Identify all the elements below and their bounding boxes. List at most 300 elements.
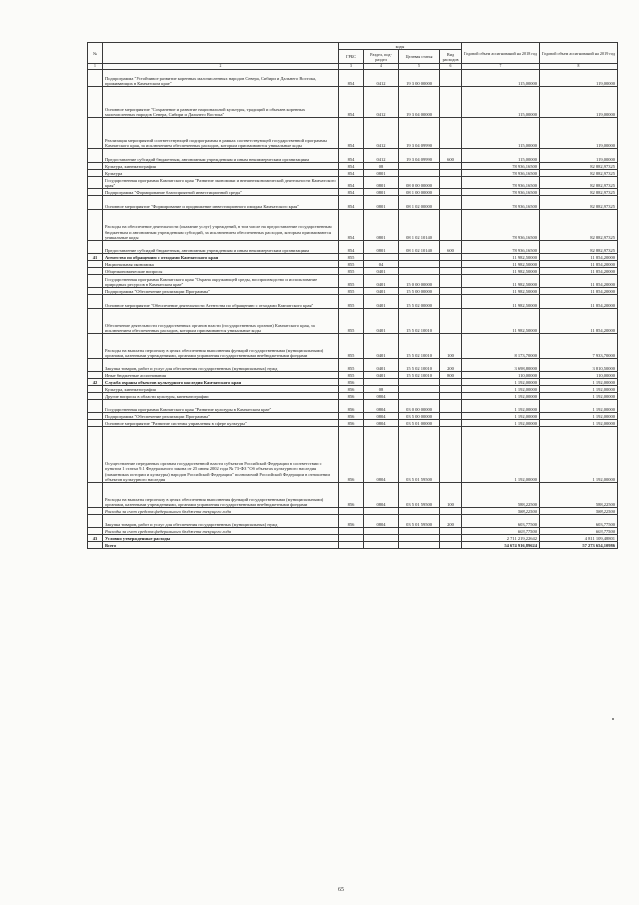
row-number-cell [88, 400, 103, 413]
header-number: № [88, 43, 103, 64]
row-section-cell: 0801 [364, 196, 399, 210]
table-header [88, 43, 618, 70]
row-grbs-cell: 856 [339, 420, 364, 427]
row-number-cell [88, 372, 103, 379]
header-section: Раздел, под-раздел [364, 50, 399, 64]
table-row [88, 268, 618, 275]
table-row [88, 420, 618, 427]
row-target-item-cell: 15 5 02 10010 [399, 334, 440, 359]
row-number-cell [88, 163, 103, 170]
table-row [88, 254, 618, 261]
row-amount-2018-cell: 588,22500 [462, 483, 540, 508]
row-amount-2018-cell: 8 173,70000 [462, 334, 540, 359]
row-amount-2019-cell: 82 882,97325 [540, 241, 618, 254]
row-amount-2018-cell: 11 982,50000 [462, 295, 540, 309]
row-target-item-cell [399, 542, 440, 549]
row-target-item-cell: 08 0 00 00000 [399, 177, 440, 189]
row-grbs-cell: 855 [339, 275, 364, 288]
row-section-cell: 04 [364, 261, 399, 268]
table-row [88, 400, 618, 413]
table-row [88, 87, 618, 118]
row-section-cell: 0804 [364, 483, 399, 508]
row-section-cell [364, 379, 399, 386]
row-grbs-cell: 854 [339, 210, 364, 241]
row-target-item-cell: 03 5 01 00000 [399, 420, 440, 427]
row-grbs-cell: 854 [339, 87, 364, 118]
row-expense-type-cell [440, 535, 462, 542]
row-number-cell [88, 483, 103, 508]
row-target-item-cell [399, 261, 440, 268]
row-grbs-cell: 856 [339, 400, 364, 413]
row-target-item-cell: 03 0 00 00000 [399, 400, 440, 413]
row-section-cell: 0401 [364, 372, 399, 379]
row-amount-2018-cell: 11 982,50000 [462, 268, 540, 275]
row-amount-2018-cell: 1 192,00000 [462, 420, 540, 427]
row-name-cell: Осуществление переданных органам государственной власти субъектов Российской Федерации в соответствии с пунктом 1 статьи 9.1 Федерального закона от 25 июня 2002 года № 73-ФЗ "Об объектах культурного наследия (памятниках истории и культуры) народов Российской Федерации" полномочий Российской Федерации в отношении объектов культурного наследия [103, 427, 339, 483]
row-number-cell [88, 275, 103, 288]
table-row [88, 163, 618, 170]
row-target-item-cell: 08 1 00 00000 [399, 189, 440, 196]
column-number: 4 [364, 64, 399, 70]
row-target-item-cell [399, 170, 440, 177]
row-grbs-cell: 855 [339, 309, 364, 334]
column-number: 6 [440, 64, 462, 70]
row-name-cell: Расходы на обеспечение деятельности (оказание услуг) учреждений, в том числе на предоставление государственным бюджетным и автономным учреждениям субсидий, за исключением обеспеченных расходов, которым присваиваются уникальные коды [103, 210, 339, 241]
table-row [88, 379, 618, 386]
row-grbs-cell [339, 528, 364, 535]
row-expense-type-cell: 100 [440, 483, 462, 508]
table-row [88, 189, 618, 196]
row-expense-type-cell [440, 268, 462, 275]
row-grbs-cell: 854 [339, 149, 364, 163]
column-number: 3 [339, 64, 364, 70]
row-amount-2019-cell: 11 854,20000 [540, 261, 618, 268]
row-expense-type-cell [440, 170, 462, 177]
header-expense-type: Вид расходов [440, 50, 462, 64]
row-grbs-cell [339, 542, 364, 549]
row-amount-2018-cell: 115,00000 [462, 87, 540, 118]
table-row [88, 295, 618, 309]
row-section-cell [364, 254, 399, 261]
row-target-item-cell [399, 268, 440, 275]
row-number-cell [88, 261, 103, 268]
row-expense-type-cell [440, 508, 462, 515]
row-expense-type-cell [440, 275, 462, 288]
row-name-cell: Закупка товаров, работ и услуг для обеспечения государственных (муниципальных) нужд [103, 515, 339, 528]
row-amount-2019-cell: 82 882,97325 [540, 177, 618, 189]
row-section-cell: 0412 [364, 70, 399, 87]
row-target-item-cell: 03 5 00 00000 [399, 413, 440, 420]
row-grbs-cell: 855 [339, 261, 364, 268]
row-expense-type-cell [440, 542, 462, 549]
row-amount-2019-cell: 119,00000 [540, 87, 618, 118]
row-amount-2019-cell: 1 192,00000 [540, 420, 618, 427]
row-name-cell: Подпрограмма "Формирование благоприятной инвестиционной среды" [103, 189, 339, 196]
row-section-cell: 0801 [364, 189, 399, 196]
table-row [88, 241, 618, 254]
row-amount-2019-cell: 1 192,00000 [540, 393, 618, 400]
row-expense-type-cell [440, 177, 462, 189]
row-amount-2019-cell: 1 192,00000 [540, 386, 618, 393]
row-section-cell: 0804 [364, 413, 399, 420]
row-target-item-cell: 19 3 04 09990 [399, 118, 440, 149]
row-grbs-cell: 854 [339, 170, 364, 177]
row-name-cell: Основное мероприятие "Обеспечение деятельности Агентства по обращению с отходами Камчатского края" [103, 295, 339, 309]
row-target-item-cell: 15 0 00 00000 [399, 275, 440, 288]
row-name-cell: Культура, кинематография [103, 386, 339, 393]
row-grbs-cell: 855 [339, 268, 364, 275]
row-name-cell: Национальная экономика [103, 261, 339, 268]
row-expense-type-cell [440, 379, 462, 386]
row-number-cell [88, 196, 103, 210]
table-row [88, 386, 618, 393]
row-amount-2019-cell: 82 882,97325 [540, 170, 618, 177]
budget-table [87, 42, 618, 549]
row-amount-2018-cell: 603,77500 [462, 528, 540, 535]
row-section-cell: 08 [364, 163, 399, 170]
table-row [88, 359, 618, 372]
row-target-item-cell [399, 163, 440, 170]
table-body [88, 70, 618, 549]
row-target-item-cell: 15 5 00 00000 [399, 288, 440, 295]
row-grbs-cell: 856 [339, 483, 364, 508]
row-section-cell [364, 508, 399, 515]
row-amount-2018-cell: 1 192,00000 [462, 393, 540, 400]
row-amount-2019-cell: 4 811 109,48801 [540, 535, 618, 542]
header-grbs: ГРБС [339, 50, 364, 64]
row-grbs-cell: 854 [339, 189, 364, 196]
table-row [88, 309, 618, 334]
row-amount-2018-cell: 78 936,16500 [462, 210, 540, 241]
row-amount-2019-cell: 11 854,20000 [540, 309, 618, 334]
row-amount-2019-cell: 588,22500 [540, 508, 618, 515]
table-row [88, 372, 618, 379]
row-number-cell [88, 309, 103, 334]
row-target-item-cell [399, 254, 440, 261]
row-number-cell [88, 177, 103, 189]
row-target-item-cell: 08 1 02 10140 [399, 210, 440, 241]
row-name-cell: Расходы за счет средств федерального бюджета текущего года [103, 508, 339, 515]
row-grbs-cell [339, 535, 364, 542]
row-number-cell [88, 288, 103, 295]
row-amount-2018-cell: 78 936,16500 [462, 177, 540, 189]
row-number-cell [88, 508, 103, 515]
row-amount-2018-cell: 78 936,16500 [462, 189, 540, 196]
row-amount-2018-cell: 78 936,16500 [462, 241, 540, 254]
row-amount-2019-cell: 82 882,97325 [540, 196, 618, 210]
row-amount-2018-cell: 1 192,00000 [462, 386, 540, 393]
row-amount-2018-cell: 11 982,50000 [462, 275, 540, 288]
row-number-cell [88, 241, 103, 254]
row-expense-type-cell: 800 [440, 372, 462, 379]
row-amount-2018-cell: 11 982,50000 [462, 261, 540, 268]
row-number-cell [88, 413, 103, 420]
row-amount-2019-cell: 11 854,20000 [540, 254, 618, 261]
row-section-cell: 08 [364, 386, 399, 393]
row-number-cell [88, 515, 103, 528]
row-name-cell: Государственная программа Камчатского края "Развитие экономики и внешнеэкономической деятельности Камчатского края" [103, 177, 339, 189]
row-name-cell: Общеэкономические вопросы [103, 268, 339, 275]
row-amount-2019-cell: 119,00000 [540, 149, 618, 163]
row-amount-2018-cell: 115,00000 [462, 149, 540, 163]
row-target-item-cell: 03 5 01 59500 [399, 483, 440, 508]
row-name-cell: Государственная программа Камчатского края "Развитие культуры в Камчатском крае" [103, 400, 339, 413]
row-number-cell [88, 170, 103, 177]
row-number-cell [88, 359, 103, 372]
table-row [88, 177, 618, 189]
row-expense-type-cell [440, 196, 462, 210]
row-expense-type-cell [440, 254, 462, 261]
row-number-cell: 42 [88, 379, 103, 386]
row-target-item-cell: 19 3 04 09990 [399, 149, 440, 163]
header-allocation-2018: Годовой объем ассигнований на 2018 год [462, 43, 540, 64]
header-name [103, 43, 339, 64]
row-expense-type-cell: 600 [440, 241, 462, 254]
row-number-cell [88, 542, 103, 549]
table-row [88, 535, 618, 542]
row-number-cell [88, 420, 103, 427]
row-grbs-cell: 856 [339, 393, 364, 400]
row-amount-2019-cell: 11 854,20000 [540, 268, 618, 275]
row-section-cell: 0804 [364, 393, 399, 400]
table-row [88, 427, 618, 483]
row-grbs-cell: 855 [339, 372, 364, 379]
row-target-item-cell [399, 528, 440, 535]
row-name-cell: Подпрограмма "Обеспечение реализации Программы" [103, 288, 339, 295]
row-expense-type-cell [440, 295, 462, 309]
row-section-cell: 0401 [364, 309, 399, 334]
row-amount-2019-cell: 1 192,00000 [540, 400, 618, 413]
row-grbs-cell: 856 [339, 379, 364, 386]
row-amount-2019-cell: 11 854,20000 [540, 275, 618, 288]
row-section-cell [364, 535, 399, 542]
row-number-cell [88, 295, 103, 309]
row-name-cell: Предоставление субсидий бюджетным, автономным учреждениям и иным некоммерческим организациям [103, 241, 339, 254]
row-number-cell [88, 334, 103, 359]
row-grbs-cell: 856 [339, 515, 364, 528]
row-target-item-cell: 15 5 02 00000 [399, 295, 440, 309]
page-number: 65 [338, 887, 344, 893]
row-target-item-cell [399, 508, 440, 515]
row-amount-2019-cell: 119,00000 [540, 70, 618, 87]
row-amount-2018-cell: 78 936,16500 [462, 163, 540, 170]
row-number-cell: 41 [88, 254, 103, 261]
scan-speck [612, 718, 614, 720]
row-expense-type-cell [440, 309, 462, 334]
column-number: 2 [103, 64, 339, 70]
row-target-item-cell [399, 393, 440, 400]
row-name-cell: Агентство по обращению с отходами Камчатского края [103, 254, 339, 261]
row-number-cell [88, 118, 103, 149]
table-row [88, 542, 618, 549]
row-amount-2018-cell: 78 936,16500 [462, 196, 540, 210]
row-amount-2019-cell: 82 882,97325 [540, 210, 618, 241]
row-name-cell: Закупка товаров, работ и услуг для обеспечения государственных (муниципальных) нужд [103, 359, 339, 372]
row-section-cell: 0801 [364, 170, 399, 177]
row-name-cell: Подпрограмма "Устойчивое развитие коренных малочисленных народов Севера, Сибири и Дальнего Востока, проживающих в Камчатском крае" [103, 70, 339, 87]
row-section-cell: 0401 [364, 275, 399, 288]
row-amount-2019-cell: 1 192,00000 [540, 379, 618, 386]
row-grbs-cell: 855 [339, 254, 364, 261]
row-section-cell: 0801 [364, 241, 399, 254]
row-grbs-cell: 855 [339, 288, 364, 295]
row-expense-type-cell [440, 70, 462, 87]
row-amount-2019-cell: 603,77500 [540, 515, 618, 528]
header-target-item: Целевая статья [399, 50, 440, 64]
row-section-cell: 0401 [364, 295, 399, 309]
row-amount-2019-cell: 7 933,70000 [540, 334, 618, 359]
table-row [88, 288, 618, 295]
row-section-cell: 0804 [364, 420, 399, 427]
table-row [88, 413, 618, 420]
row-number-cell [88, 268, 103, 275]
table-row [88, 528, 618, 535]
row-expense-type-cell: 200 [440, 515, 462, 528]
row-name-cell: Обеспечение деятельности государственных органов власти (государственных органов) Камчатского края, за исключением обеспеченных расходов, которым присваиваются уникальные коды [103, 309, 339, 334]
row-name-cell: Основное мероприятие "Сохранение и развитие национальной культуры, традиций и обычаев коренных малочисленных народов Севера, Сибири и Дальнего Востока" [103, 87, 339, 118]
row-amount-2018-cell: 115,00000 [462, 70, 540, 87]
row-name-cell: Культура, кинематография [103, 163, 339, 170]
row-name-cell: Всего [103, 542, 339, 549]
row-target-item-cell: 15 5 02 10010 [399, 359, 440, 372]
table-row [88, 334, 618, 359]
row-amount-2019-cell: 57 273 654,10986 [540, 542, 618, 549]
row-grbs-cell: 854 [339, 241, 364, 254]
row-expense-type-cell [440, 420, 462, 427]
row-expense-type-cell [440, 189, 462, 196]
row-amount-2019-cell: 3 810,50000 [540, 359, 618, 372]
row-target-item-cell [399, 379, 440, 386]
column-number: 8 [540, 64, 618, 70]
table-row [88, 393, 618, 400]
row-grbs-cell: 854 [339, 70, 364, 87]
row-amount-2019-cell: 1 192,00000 [540, 427, 618, 483]
column-number: 1 [88, 64, 103, 70]
row-grbs-cell: 856 [339, 427, 364, 483]
row-name-cell: Реализация мероприятий соответствующей подпрограммы в рамках соответствующей государственной программы Камчатского края, за исключением обеспеченных расходов, которым присваиваются уникальные коды [103, 118, 339, 149]
row-grbs-cell: 854 [339, 163, 364, 170]
table-row [88, 275, 618, 288]
row-amount-2019-cell: 82 882,97325 [540, 163, 618, 170]
row-amount-2018-cell: 1 192,00000 [462, 413, 540, 420]
table-row [88, 149, 618, 163]
row-target-item-cell: 03 5 01 59500 [399, 515, 440, 528]
row-amount-2018-cell: 110,00000 [462, 372, 540, 379]
row-target-item-cell [399, 386, 440, 393]
row-name-cell: Служба охраны объектов культурного наследия Камчатского края [103, 379, 339, 386]
column-number: 5 [399, 64, 440, 70]
row-number-cell [88, 87, 103, 118]
row-target-item-cell: 15 5 02 10010 [399, 309, 440, 334]
row-amount-2018-cell: 11 982,50000 [462, 309, 540, 334]
row-section-cell: 0804 [364, 427, 399, 483]
row-amount-2019-cell: 110,00000 [540, 372, 618, 379]
row-target-item-cell: 15 5 02 10010 [399, 372, 440, 379]
row-name-cell: Предоставление субсидий бюджетным, автономным учреждениям и иным некоммерческим организациям [103, 149, 339, 163]
row-number-cell: 43 [88, 535, 103, 542]
row-number-cell [88, 189, 103, 196]
table-row [88, 170, 618, 177]
row-amount-2018-cell: 603,77500 [462, 515, 540, 528]
row-number-cell [88, 149, 103, 163]
row-expense-type-cell: 200 [440, 359, 462, 372]
row-section-cell: 0412 [364, 87, 399, 118]
row-expense-type-cell [440, 413, 462, 420]
row-section-cell: 0801 [364, 177, 399, 189]
row-expense-type-cell [440, 87, 462, 118]
row-expense-type-cell [440, 261, 462, 268]
table-row [88, 210, 618, 241]
row-name-cell: Основное мероприятие "Формирование и продвижение инвестиционного имиджа Камчатского края" [103, 196, 339, 210]
row-amount-2018-cell: 1 192,00000 [462, 427, 540, 483]
row-name-cell: Культура [103, 170, 339, 177]
row-expense-type-cell [440, 163, 462, 170]
table-row [88, 196, 618, 210]
row-amount-2018-cell: 54 674 916,89624 [462, 542, 540, 549]
row-name-cell: Иные бюджетные ассигнования [103, 372, 339, 379]
row-grbs-cell: 855 [339, 295, 364, 309]
table-row [88, 483, 618, 508]
row-section-cell [364, 542, 399, 549]
row-amount-2019-cell: 1 192,00000 [540, 413, 618, 420]
row-name-cell: Расходы на выплаты персоналу в целях обеспечения выполнения функций государственными (муниципальными) органами, казенными учреждениями, органами управления государственными внебюджетными фондами [103, 334, 339, 359]
row-section-cell [364, 528, 399, 535]
row-section-cell: 0801 [364, 210, 399, 241]
row-grbs-cell: 856 [339, 386, 364, 393]
row-target-item-cell: 19 3 04 00000 [399, 87, 440, 118]
row-amount-2019-cell: 603,77500 [540, 528, 618, 535]
row-section-cell: 0804 [364, 400, 399, 413]
row-number-cell [88, 393, 103, 400]
row-name-cell: Другие вопросы в области культуры, кинематографии [103, 393, 339, 400]
row-expense-type-cell [440, 427, 462, 483]
table-row [88, 70, 618, 87]
row-amount-2018-cell: 1 192,00000 [462, 400, 540, 413]
row-section-cell: 0412 [364, 149, 399, 163]
row-amount-2018-cell: 2 711 219,22642 [462, 535, 540, 542]
row-amount-2018-cell: 588,22500 [462, 508, 540, 515]
row-number-cell [88, 528, 103, 535]
row-grbs-cell: 855 [339, 359, 364, 372]
row-expense-type-cell [440, 210, 462, 241]
row-target-item-cell: 19 3 00 00000 [399, 70, 440, 87]
row-expense-type-cell: 100 [440, 334, 462, 359]
row-section-cell: 0412 [364, 118, 399, 149]
row-name-cell: Условно утвержденные расходы [103, 535, 339, 542]
row-grbs-cell: 854 [339, 118, 364, 149]
row-grbs-cell: 856 [339, 413, 364, 420]
row-number-cell [88, 70, 103, 87]
row-amount-2019-cell: 82 882,97325 [540, 189, 618, 196]
table-row [88, 515, 618, 528]
header-allocation-2019: Годовой объем ассигнований на 2019 год [540, 43, 618, 64]
row-target-item-cell: 08 1 02 10140 [399, 241, 440, 254]
row-target-item-cell: 03 5 01 59500 [399, 427, 440, 483]
table-row [88, 261, 618, 268]
row-expense-type-cell [440, 288, 462, 295]
row-name-cell: Подпрограмма "Обеспечение реализации Программы" [103, 413, 339, 420]
row-grbs-cell: 854 [339, 196, 364, 210]
header-codes: коды [339, 43, 462, 50]
row-expense-type-cell: 600 [440, 149, 462, 163]
column-number: 7 [462, 64, 540, 70]
row-name-cell: Расходы за счет средств федерального бюджета текущего года [103, 528, 339, 535]
row-expense-type-cell [440, 400, 462, 413]
row-expense-type-cell [440, 393, 462, 400]
table-row [88, 118, 618, 149]
row-section-cell: 0804 [364, 515, 399, 528]
row-section-cell: 0401 [364, 268, 399, 275]
